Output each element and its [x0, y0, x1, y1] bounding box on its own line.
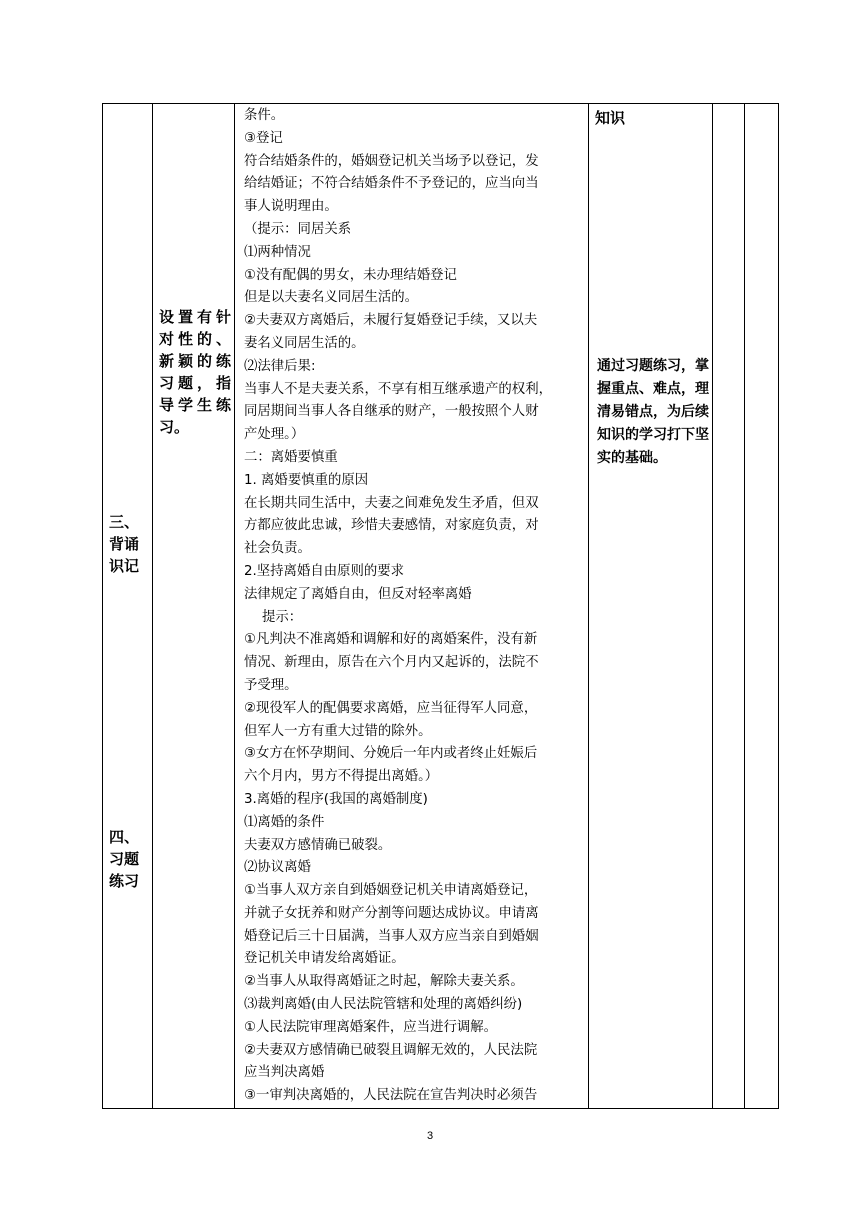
content-line: ③女方在怀孕期间、分娩后一年内或者终止妊娠后 [244, 746, 538, 762]
section-label-exercise: 四、习题练习 [109, 828, 140, 890]
content-line: ②现役军人的配偶要求离婚，应当征得军人同意， [244, 700, 538, 716]
content-line: ⑵法律后果: [244, 358, 316, 374]
content-line: 同居期间当事人各自继承的财产，一般按照个人财 [244, 404, 539, 420]
content-cell [235, 104, 589, 1109]
content-line: 事人说明理由。 [244, 199, 338, 215]
content-line: 3.离婚的程序(我国的离婚制度) [244, 791, 428, 807]
content-line: 但军人一方有重大过错的除外。 [244, 723, 432, 739]
content-line: ②当事人从取得离婚证之时起，解除夫妻关系。 [244, 974, 524, 990]
teacher-activity-cell [153, 104, 235, 1109]
content-line: ①没有配偶的男女，未办理结婚登记 [244, 267, 457, 283]
content-line: 2.坚持离婚自由原则的要求 [244, 563, 405, 579]
content-line: 产处理。） [244, 427, 305, 443]
content-line: 方都应彼此忠诚，珍惜夫妻感情，对家庭负责，对 [244, 518, 539, 534]
content-line: 妻名义同居生活的。 [244, 335, 365, 351]
content-line: ①人民法院审理离婚案件，应当进行调解。 [244, 1019, 498, 1035]
empty-cell [713, 104, 745, 1109]
content-line: 在长期共同生活中，夫妻之间难免发生矛盾，但双 [244, 495, 539, 511]
content-line: 夫妻双方感情确已破裂。 [244, 837, 392, 853]
content-line: 并就子女抚养和财产分割等问题达成协议。申请离 [244, 905, 539, 921]
content-line: ⑵协议离婚 [244, 860, 311, 876]
design-intent-text: 通过习题练习，掌握重点、难点，理清易错点，为后续知识的学习打下坚实的基础。 [597, 358, 709, 466]
section-label-recite: 三、背诵识记 [109, 513, 140, 575]
content-line: ⑴离婚的条件 [244, 814, 325, 830]
content-line: 法律规定了离婚自由，但反对轻率离婚 [244, 586, 472, 602]
content-line: ⑴两种情况 [244, 244, 311, 260]
lesson-plan-table [102, 103, 779, 1109]
content-line: 当事人不是夫妻关系，不享有相互继承遗产的权利， [244, 381, 552, 397]
content-line: ①当事人双方亲自到婚姻登记机关申请离婚登记， [244, 883, 538, 899]
content-line: ②夫妻双方离婚后，未履行复婚登记手续，又以夫 [244, 313, 538, 329]
content-line: 1. 离婚要慎重的原因 [244, 472, 369, 488]
intent-cell [589, 104, 713, 1109]
content-line: 应当判决离婚 [244, 1065, 325, 1081]
content-line: 给结婚证；不符合结婚条件不予登记的，应当向当 [244, 176, 539, 192]
content-line: 婚登记后三十日届满，当事人双方应当亲自到婚姻 [244, 928, 539, 944]
teacher-activity-text: 设置有针对性的、新颖的练习题，指导学生练习。 [159, 308, 231, 436]
content-text [235, 104, 588, 1108]
content-line: 登记机关申请发给离婚证。 [244, 951, 405, 967]
content-line: 社会负责。 [244, 541, 311, 557]
content-line: 二：离婚要慎重 [244, 449, 338, 465]
content-line: ②夫妻双方感情确已破裂且调解无效的，人民法院 [244, 1042, 538, 1058]
empty-cell [745, 104, 779, 1109]
content-line: 提示： [262, 609, 303, 625]
page-number: 3 [426, 1130, 434, 1142]
content-line: （提示：同居关系 [244, 221, 352, 237]
content-line: 予受理。 [244, 677, 298, 693]
content-line: ③登记 [244, 130, 283, 146]
section-column [103, 104, 153, 1109]
content-line: 情况、新理由，原告在六个月内又起诉的，法院不 [244, 655, 539, 671]
knowledge-label: 知识 [595, 109, 626, 127]
content-line: ③一审判决离婚的，人民法院在宣告判决时必须告 [244, 1088, 538, 1104]
content-line: ⑶裁判离婚(由人民法院管辖和处理的离婚纠纷) [244, 997, 523, 1013]
content-line: 条件。 [244, 108, 285, 123]
table-row [103, 104, 779, 1109]
content-line: 六个月内，男方不得提出离婚。） [244, 769, 439, 785]
content-line: 符合结婚条件的，婚姻登记机关当场予以登记，发 [244, 153, 539, 169]
content-line: 但是以夫妻名义同居生活的。 [244, 290, 419, 306]
content-line: ①凡判决不准离婚和调解和好的离婚案件，没有新 [244, 632, 538, 648]
